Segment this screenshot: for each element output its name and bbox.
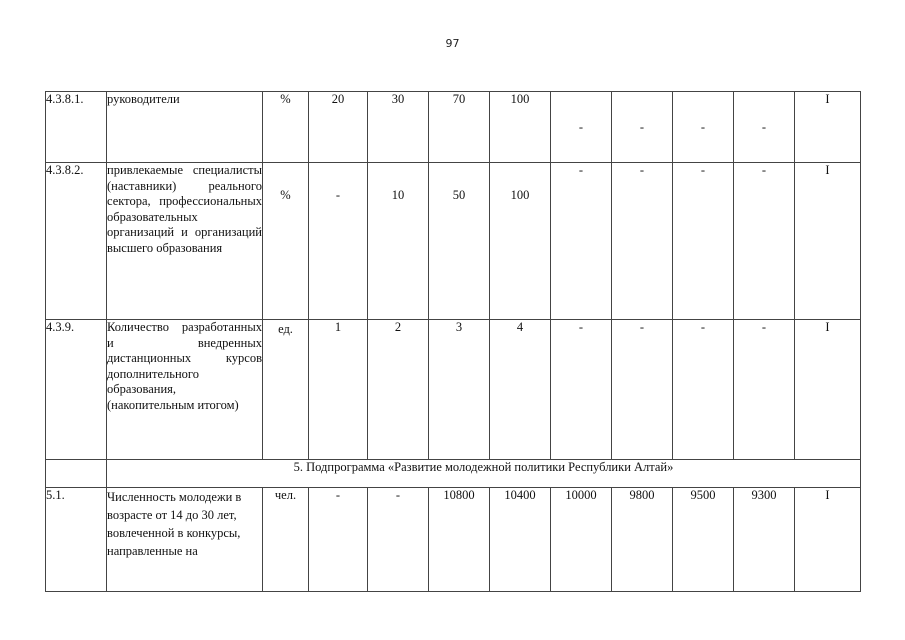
value-cell: - <box>734 92 795 163</box>
indicator-name: руководители <box>107 92 263 163</box>
level-cell: I <box>795 163 861 320</box>
indicator-name: Численность молодежи в возрасте от 14 до 30 лет, вовлеченной в конкурсы, направленные на <box>107 488 263 592</box>
value-cell: - <box>612 92 673 163</box>
unit-cell: ед. <box>263 320 309 460</box>
page-number: 97 <box>445 37 460 50</box>
value-cell: - <box>551 320 612 460</box>
value-cell: 10 <box>368 163 429 320</box>
value-cell: 3 <box>429 320 490 460</box>
row-number: 5.1. <box>46 488 107 592</box>
value-cell: - <box>309 488 368 592</box>
section-row <box>46 460 861 488</box>
value-cell: - <box>734 163 795 320</box>
value-cell: 10000 <box>551 488 612 592</box>
level-cell: I <box>795 92 861 163</box>
value-cell: - <box>309 163 368 320</box>
value-cell: 2 <box>368 320 429 460</box>
value-cell: - <box>673 92 734 163</box>
value-cell: - <box>551 163 612 320</box>
indicators-table <box>45 91 861 592</box>
value-cell: - <box>368 488 429 592</box>
value-cell: 10400 <box>490 488 551 592</box>
level-cell: I <box>795 488 861 592</box>
row-number: 4.3.8.2. <box>46 163 107 320</box>
value-cell: 10800 <box>429 488 490 592</box>
value-cell: 100 <box>490 92 551 163</box>
table-row <box>46 320 861 460</box>
level-cell: I <box>795 320 861 460</box>
table-row <box>46 92 861 163</box>
value-cell: 30 <box>368 92 429 163</box>
unit-cell: чел. <box>263 488 309 592</box>
indicator-name: привлекаемые специалисты (наставники) реального сектора, профессиональных образовательных организаций и организаций высшего образования <box>107 163 263 320</box>
table-row <box>46 163 861 320</box>
value-cell: - <box>734 320 795 460</box>
value-cell: 9500 <box>673 488 734 592</box>
indicator-name: Количество разработанных и внедренных дистанционных курсов дополнительного образования, (накопительным итогом) <box>107 320 263 460</box>
unit-cell: % <box>263 92 309 163</box>
value-cell: 4 <box>490 320 551 460</box>
value-cell: 20 <box>309 92 368 163</box>
value-cell: 50 <box>429 163 490 320</box>
value-cell: - <box>612 320 673 460</box>
section-title: 5. Подпрограмма «Развитие молодежной политики Республики Алтай» <box>107 460 861 488</box>
value-cell: - <box>673 320 734 460</box>
value-cell: 70 <box>429 92 490 163</box>
value-cell: - <box>673 163 734 320</box>
value-cell: 100 <box>490 163 551 320</box>
row-number: 4.3.9. <box>46 320 107 460</box>
unit-cell: % <box>263 163 309 320</box>
row-number: 4.3.8.1. <box>46 92 107 163</box>
value-cell: 9300 <box>734 488 795 592</box>
value-cell: - <box>551 92 612 163</box>
table-row <box>46 488 861 592</box>
empty-cell <box>46 460 107 488</box>
value-cell: 1 <box>309 320 368 460</box>
value-cell: - <box>612 163 673 320</box>
value-cell: 9800 <box>612 488 673 592</box>
